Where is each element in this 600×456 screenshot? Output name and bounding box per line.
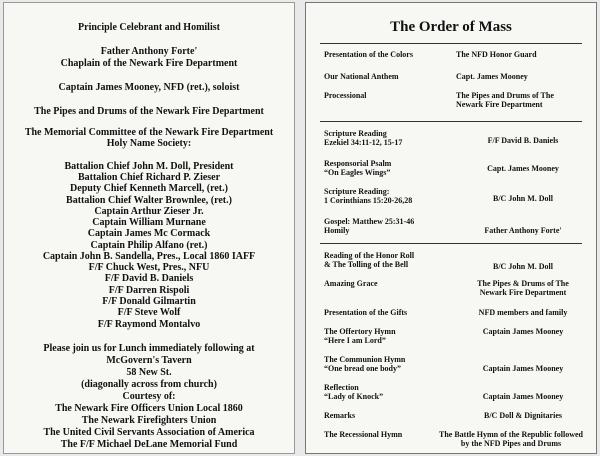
celebrant-title: Chaplain of the Newark Fire Department	[60, 58, 238, 69]
lunch-venue: McGovern's Tavern	[106, 355, 192, 366]
soloist-line: Captain James Mooney, NFD (ret.), soloist	[58, 82, 240, 93]
program-performer	[456, 226, 590, 235]
celebrant-name: Father Anthony Forte'	[100, 46, 198, 57]
program-performer-text: B/C John M. Doll	[492, 262, 553, 271]
program-performer	[456, 194, 590, 203]
program-performer-text: Newark Fire Department	[456, 100, 543, 109]
member-line: F/F Raymond Montalvo	[97, 319, 201, 330]
program-item	[324, 327, 448, 345]
program-item	[324, 411, 448, 420]
holy-name-line: Holy Name Society:	[106, 138, 192, 149]
program-item-text: The Recessional Hymn	[324, 430, 403, 439]
program-item-text: “Here I am Lord”	[324, 336, 386, 345]
program-item-text: “Lady of Knock”	[324, 392, 384, 401]
program-item-text: Our National Anthem	[324, 72, 399, 81]
program-performer	[456, 327, 590, 336]
program-item	[324, 91, 448, 100]
program-item-text: Scripture Reading:	[324, 187, 390, 196]
program-performer	[456, 279, 590, 297]
member-line: Battalion Chief Richard P. Zieser	[77, 172, 221, 183]
program-item-text: Reflection	[324, 383, 359, 392]
program-item	[324, 187, 448, 205]
program-item-text: & The Tolling of the Bell	[324, 260, 409, 269]
sponsor-line: The F/F Michael DeLane Memorial Fund	[60, 439, 238, 450]
program-performer	[430, 430, 592, 448]
sponsor-line: The Newark Fire Officers Union Local 1860	[55, 403, 243, 414]
program-performer	[456, 392, 590, 401]
member-line: Captain James Mc Cormack	[87, 228, 211, 239]
program-item-text: Presentation of the Gifts	[324, 308, 408, 317]
program-item	[324, 251, 448, 269]
program-item-text: Reading of the Honor Roll	[324, 251, 415, 260]
program-item	[324, 383, 448, 401]
program-item	[324, 308, 448, 317]
program-performer-text: The NFD Honor Guard	[456, 50, 537, 59]
member-line: F/F Donald Gilmartin	[102, 296, 196, 307]
program-item-text: 1 Corinthians 15:20-26,28	[324, 196, 413, 205]
program-item	[324, 159, 448, 177]
committee-line: The Memorial Committee of the Newark Fire Department	[24, 127, 274, 138]
lunch-directions: (diagonally across from church)	[81, 379, 217, 390]
program-performer-text: Captain James Mooney	[482, 364, 564, 373]
program-performer-text: Captain James Mooney	[482, 392, 564, 401]
member-line: Captain John B. Sandella, Pres., Local 1860 IAFF	[42, 251, 256, 262]
program-performer-text: by the NFD Pipes and Drums	[460, 439, 562, 448]
program-performer-text: Newark Fire Department	[479, 288, 567, 297]
program-item-text: Processional	[324, 91, 367, 100]
program-performer	[456, 50, 590, 59]
program-performer	[456, 91, 590, 109]
program-performer	[456, 308, 590, 317]
member-line: Battalion Chief John M. Doll, President	[64, 161, 234, 172]
program-performer-text: NFD members and family	[478, 308, 568, 317]
program-item	[324, 129, 448, 147]
program-performer-text: F/F David B. Daniels	[487, 136, 559, 145]
program-item-text: Gospel: Matthew 25:31-46	[324, 217, 415, 226]
right-page	[305, 2, 597, 454]
celebrant-heading: Principle Celebrant and Homilist	[78, 22, 220, 33]
program-performer-text: The Pipes & Drums of The	[477, 279, 569, 288]
member-line: Captain Arthur Zieser Jr.	[94, 206, 204, 217]
program-item-text: “One bread one body”	[324, 364, 401, 373]
program-performer-text: The Battle Hymn of the Republic followed	[439, 430, 583, 439]
program-item	[324, 217, 448, 235]
program-item-text: Responsorial Psalm	[324, 159, 392, 168]
program-item-text: Scripture Reading	[324, 129, 387, 138]
program-performer-text: Capt. James Mooney	[456, 72, 528, 81]
program-performer	[456, 411, 590, 420]
program-item-text: Amazing Grace	[324, 279, 378, 288]
lunch-invite: Please join us for Lunch immediately following at	[43, 343, 255, 354]
program-performer	[456, 262, 590, 271]
program-performer-text: Capt. James Mooney	[487, 164, 559, 173]
member-line: Captain William Murnane	[92, 217, 206, 228]
sponsor-line: The United Civil Servants Association of America	[43, 427, 255, 438]
member-line: Captain Philip Alfano (ret.)	[90, 240, 208, 251]
member-line: F/F David B. Daniels	[104, 273, 194, 284]
section-divider	[320, 121, 582, 122]
left-page	[3, 2, 295, 454]
member-line: F/F Chuck West, Pres., NFU	[88, 262, 210, 273]
program-item	[324, 355, 448, 373]
program-performer	[456, 136, 590, 145]
program-performer-text: B/C John M. Doll	[492, 194, 553, 203]
member-line: Deputy Chief Kenneth Marcell, (ret.)	[70, 183, 228, 194]
member-line: F/F Steve Wolf	[117, 307, 181, 318]
member-line: Battalion Chief Walter Brownlee, (ret.)	[66, 195, 232, 206]
program-performer-text: The Pipes and Drums of The	[456, 91, 554, 100]
lunch-address: 58 New St.	[126, 367, 172, 378]
program-item	[324, 72, 448, 81]
program-item	[324, 50, 448, 59]
member-line: F/F Darren Rispoli	[108, 285, 190, 296]
program-item	[324, 279, 448, 288]
program-item-text: Homily	[324, 226, 350, 235]
order-of-mass-title: The Order of Mass	[390, 19, 512, 35]
courtesy-heading: Courtesy of:	[122, 391, 176, 402]
title-divider	[320, 43, 582, 44]
section-divider	[320, 243, 582, 244]
program-item-text: The Communion Hymn	[324, 355, 406, 364]
program-performer	[456, 72, 590, 81]
pipes-drums-line: The Pipes and Drums of the Newark Fire Department	[34, 106, 264, 117]
program-item-text: Presentation of the Colors	[324, 50, 413, 59]
sponsor-line: The Newark Firefighters Union	[81, 415, 217, 426]
program-item-text: Ezekiel 34:11-12, 15-17	[324, 138, 403, 147]
program-item-text: “On Eagles Wings”	[324, 168, 391, 177]
program-performer	[456, 164, 590, 173]
program-item-text: The Offertory Hymn	[324, 327, 396, 336]
program-item-text: Remarks	[324, 411, 356, 420]
left-page-content	[4, 3, 294, 453]
program-performer-text: Father Anthony Forte'	[484, 226, 562, 235]
program-performer	[456, 364, 590, 373]
program-performer-text: B/C Doll & Dignitaries	[484, 411, 562, 420]
program-performer-text: Captain James Mooney	[482, 327, 564, 336]
